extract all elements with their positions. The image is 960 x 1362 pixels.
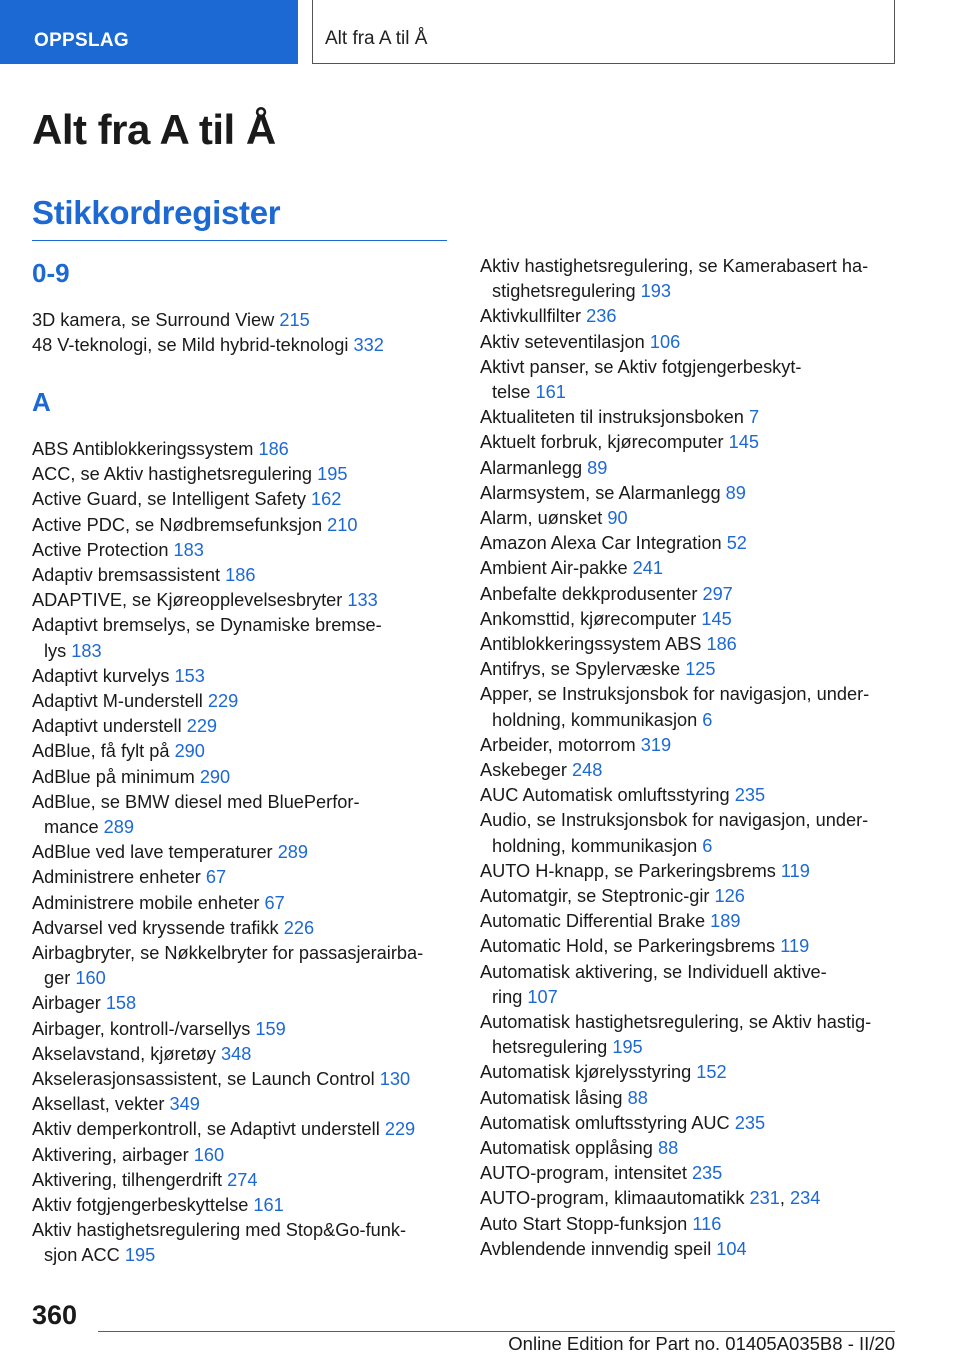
index-entry — [480, 934, 809, 959]
index-entry-text: Aktivkullfilter — [480, 306, 582, 327]
index-entry — [32, 487, 341, 512]
index-entry — [32, 538, 204, 563]
page-ref-link[interactable]: 152 — [696, 1062, 727, 1083]
index-entry — [480, 909, 741, 934]
index-entry — [32, 1042, 251, 1067]
index-entry — [480, 884, 745, 909]
index-entry-text: Automatisk aktivering, se Individuell aktive- — [480, 961, 827, 982]
page-ref-link[interactable]: 235 — [734, 1112, 766, 1133]
index-entry-continuation — [492, 279, 671, 304]
index-entry — [32, 664, 205, 689]
index-entry-text: holdning, kommunikasjon — [492, 709, 698, 730]
page-ref-link[interactable]: 234 — [790, 1188, 821, 1209]
index-entry-text: AdBlue, se BMW diesel med BluePerfor- — [32, 791, 360, 812]
index-entry-text: AUTO-program, klimaautomatikk — [480, 1188, 745, 1209]
page-ref-link[interactable]: 67 — [264, 892, 285, 913]
index-entry-continuation — [492, 380, 566, 405]
index-entry — [480, 1161, 722, 1186]
index-entry — [32, 991, 136, 1016]
index-entry — [480, 1010, 871, 1035]
index-letter-heading: 0-9 — [32, 258, 70, 288]
index-entry — [480, 808, 868, 833]
page-ref-link[interactable]: 153 — [174, 665, 205, 686]
index-entry — [32, 462, 347, 487]
index-entry-text: Automatisk opplåsing — [480, 1138, 653, 1158]
page-ref-link[interactable]: 88 — [657, 1138, 679, 1158]
page-ref-link[interactable]: 186 — [258, 439, 289, 459]
page-ref-link[interactable]: 145 — [701, 608, 732, 629]
index-entry — [32, 790, 360, 815]
page-ref-separator: , — [779, 1188, 785, 1209]
index-entry-text: Aktiv demperkontroll, se Adaptivt understell — [32, 1119, 380, 1140]
page-ref-link[interactable]: 195 — [612, 1037, 643, 1058]
index-entry — [32, 1218, 406, 1243]
page-ref-link[interactable]: 189 — [710, 911, 741, 932]
page-ref-link[interactable]: 274 — [227, 1169, 258, 1190]
index-entry-text: Ambient Air-pakke — [480, 558, 628, 579]
index-entry-text: lys — [44, 640, 67, 661]
index-entry-text: Adaptivt M-understell — [32, 691, 203, 711]
page-ref-link[interactable]: 229 — [384, 1119, 416, 1140]
index-entry — [32, 563, 255, 588]
index-entry-text: Active Guard, se Intelligent Safety — [32, 489, 306, 510]
index-entry — [480, 456, 607, 481]
page-ref-link[interactable]: 186 — [225, 565, 256, 585]
index-entry — [480, 1212, 721, 1237]
index-entry-text: Adaptivt bremselys, se Dynamiske bremse- — [32, 615, 382, 636]
page-ref-link[interactable]: 67 — [205, 867, 227, 888]
page-number: 360 — [32, 1300, 78, 1330]
index-entry-text: Automatic Differential Brake — [480, 911, 706, 932]
index-entry-text: 48 V-teknologi, se Mild hybrid-teknologi — [32, 335, 349, 356]
page-ref-link[interactable]: 348 — [221, 1043, 252, 1064]
index-entry — [480, 1136, 678, 1161]
page-ref-link[interactable]: 116 — [692, 1213, 722, 1234]
index-entry-text: holdning, kommunikasjon — [492, 835, 698, 856]
page-ref-link[interactable]: 289 — [103, 817, 135, 837]
page-ref-link[interactable]: 6 — [702, 835, 713, 856]
index-entry — [32, 1092, 200, 1117]
index-entry-text: Ankomsttid, kjørecomputer — [480, 608, 697, 629]
page-ref-link[interactable]: 231 — [749, 1188, 780, 1209]
index-entry-text: Adaptivt kurvelys — [32, 665, 170, 686]
page-ref-link[interactable]: 119 — [780, 936, 810, 957]
index-entry-text: Aksellast, vekter — [32, 1094, 165, 1115]
index-entry-text: Active Protection — [32, 539, 169, 560]
page-ref-link[interactable]: 235 — [691, 1163, 723, 1184]
index-entry-text: ADAPTIVE, se Kjøreopplevelsesbryter — [32, 590, 343, 611]
index-entry — [32, 1193, 284, 1218]
index-entry — [480, 682, 869, 707]
index-entry-continuation — [44, 815, 134, 840]
index-entry-text: ger — [44, 968, 71, 989]
index-entry-text: Audio, se Instruksjonsbok for navigasjon, under- — [480, 810, 869, 831]
page-ref-link[interactable]: 107 — [527, 986, 558, 1007]
page-ref-link[interactable]: 195 — [124, 1245, 156, 1266]
index-entry — [480, 1237, 747, 1262]
page-ref-link[interactable]: 133 — [347, 590, 378, 611]
index-entry — [32, 1117, 415, 1142]
page-ref-link[interactable]: 241 — [632, 558, 664, 579]
index-entry — [480, 758, 602, 783]
section-tab: OPPSLAG — [0, 0, 298, 64]
index-entry — [480, 506, 628, 531]
index-entry-text: Antiblokkeringssystem ABS — [480, 634, 702, 654]
index-entry-continuation — [492, 1035, 643, 1060]
index-entry — [32, 739, 205, 764]
page-ref-link[interactable]: 126 — [714, 886, 745, 906]
page-ref-link[interactable]: 119 — [780, 860, 810, 881]
index-entry — [480, 430, 759, 455]
index-entry-text: Avblendende innvendig speil — [480, 1238, 712, 1259]
page-ref-link[interactable]: 193 — [640, 281, 671, 302]
index-entry-text: Automatisk låsing — [480, 1087, 623, 1108]
page-ref-link[interactable]: 162 — [311, 489, 342, 510]
index-entry — [480, 1086, 648, 1111]
page-ref-link[interactable]: 125 — [685, 659, 716, 680]
index-entry-text: Administrere enheter — [32, 867, 201, 888]
subtitle-divider — [32, 240, 447, 241]
index-entry — [480, 733, 671, 758]
index-entry — [32, 437, 289, 462]
index-entry-continuation — [492, 708, 712, 733]
index-entry — [480, 304, 616, 329]
index-entry-text: sjon ACC — [44, 1245, 120, 1266]
index-entry-text: Airbager — [32, 993, 101, 1014]
section-subtitle: Stikkordregister — [32, 194, 281, 231]
index-entry-text: Automatisk kjørelysstyring — [480, 1062, 692, 1083]
page-ref-link[interactable]: 248 — [572, 760, 603, 780]
index-entry-text: Automatisk omluftsstyring AUC — [480, 1112, 730, 1133]
index-entry-text: AdBlue, få fylt på — [32, 741, 170, 762]
index-entry-text: AUC Automatisk omluftsstyring — [480, 785, 730, 806]
index-entry-text: ring — [492, 986, 523, 1007]
index-entry — [32, 765, 230, 790]
index-entry-text: Alarm, uønsket — [480, 508, 603, 528]
index-entry-text: AUTO H-knapp, se Parkeringsbrems — [480, 860, 776, 881]
index-entry — [480, 1111, 765, 1136]
index-entry — [32, 1067, 410, 1092]
index-entry — [32, 613, 382, 638]
index-entry-text: Arbeider, motorrom — [480, 734, 636, 755]
index-entry-text: Advarsel ved kryssende trafikk — [32, 917, 279, 938]
page-ref-link[interactable]: 290 — [174, 741, 205, 762]
index-entry — [480, 254, 868, 279]
page-ref-link[interactable]: 145 — [728, 432, 760, 453]
page-ref-link[interactable]: 186 — [706, 634, 737, 654]
index-entry-text: Adaptivt understell — [32, 716, 182, 737]
page-ref-link[interactable]: 195 — [317, 464, 348, 485]
page-ref-link[interactable]: 158 — [105, 993, 137, 1014]
index-entry-text: Alarmsystem, se Alarmanlegg — [480, 482, 721, 503]
index-entry-text: Aktivt panser, se Aktiv fotgjengerbeskyt- — [480, 356, 802, 377]
index-entry-text: ACC, se Aktiv hastighetsregulering — [32, 464, 313, 485]
index-entry-text: Akselavstand, kjøretøy — [32, 1043, 216, 1064]
page-ref-link[interactable]: 7 — [748, 407, 760, 428]
index-entry-text: ABS Antiblokkeringssystem — [32, 439, 254, 459]
index-entry-text: Active PDC, se Nødbremsefunksjon — [32, 514, 323, 535]
page-ref-link[interactable]: 160 — [75, 968, 106, 989]
index-entry-text: AdBlue på minimum — [32, 766, 195, 787]
index-entry — [480, 481, 746, 506]
index-entry-text: Administrere mobile enheter — [32, 892, 260, 913]
index-entry-text: Aktiv hastighetsregulering, se Kamerabasert ha- — [480, 256, 869, 276]
index-entry — [480, 556, 663, 581]
page-ref-link[interactable]: 52 — [726, 533, 747, 554]
index-entry-text: Aktuelt forbruk, kjørecomputer — [480, 432, 724, 453]
index-entry — [480, 960, 827, 985]
index-entry-text: Airbagbryter, se Nøkkelbryter for passasjerairba- — [32, 943, 424, 963]
index-entry-text: Alarmanlegg — [480, 457, 583, 478]
page-title: Alt fra A til Å — [32, 106, 276, 153]
index-entry — [480, 783, 765, 808]
index-entry-text: Adaptiv bremsassistent — [32, 565, 221, 585]
index-letter-heading: A — [32, 387, 51, 417]
index-entry — [32, 333, 384, 358]
index-entry-text: AUTO-program, intensitet — [480, 1163, 687, 1184]
index-entry — [32, 308, 310, 333]
index-entry-text: Aktiv fotgjengerbeskyttelse — [32, 1195, 249, 1215]
index-entry-text: Automatisk hastighetsregulering, se Aktiv hastig- — [480, 1012, 872, 1032]
index-entry-text: Amazon Alexa Car Integration — [480, 533, 722, 554]
page-ref-link[interactable]: 210 — [327, 514, 358, 535]
index-entry — [480, 405, 759, 430]
index-entry-text: Akselerasjonsassistent, se Launch Control — [32, 1069, 375, 1089]
footer-divider — [98, 1331, 895, 1332]
index-entry-text: Aktiv hastighetsregulering med Stop&Go-funk- — [32, 1220, 407, 1241]
index-entry-text: telse — [492, 382, 531, 402]
index-entry — [32, 891, 285, 916]
index-entry — [480, 859, 810, 884]
page-ref-link[interactable]: 183 — [173, 539, 204, 560]
page-ref-link[interactable]: 290 — [199, 766, 231, 787]
index-entry-text: Airbager, kontroll-/varsellys — [32, 1018, 251, 1039]
index-entry — [480, 582, 733, 607]
index-entry — [32, 840, 308, 865]
index-entry-continuation — [44, 966, 106, 991]
index-entry-text: Automatic Hold, se Parkeringsbrems — [480, 936, 776, 957]
index-entry — [480, 632, 737, 657]
page-ref-link[interactable]: 236 — [586, 306, 617, 327]
index-entry-text: mance — [44, 817, 99, 837]
index-entry — [32, 689, 238, 714]
page-ref-link[interactable]: 289 — [277, 842, 309, 863]
page-ref-link[interactable]: 332 — [353, 335, 384, 356]
index-entry-text: Apper, se Instruksjonsbok for navigasjon, under- — [480, 684, 870, 705]
index-entry — [32, 941, 423, 966]
index-entry-text: Aktivering, tilhengerdrift — [32, 1169, 223, 1190]
index-entry — [480, 330, 680, 355]
chapter-header: Alt fra A til Å — [312, 0, 895, 64]
page-ref-link[interactable]: 229 — [186, 716, 218, 737]
index-entry — [32, 513, 358, 538]
index-entry — [32, 714, 217, 739]
page-ref-link[interactable]: 229 — [207, 691, 239, 711]
page-ref-link[interactable]: 6 — [702, 709, 713, 730]
page-ref-link[interactable]: 88 — [627, 1087, 648, 1108]
footer-edition: Online Edition for Part no. 01405A035B8 - II/20 — [508, 1333, 895, 1354]
index-entry-text: Antifrys, se Spylervæske — [480, 659, 681, 680]
index-entry — [480, 355, 801, 380]
index-entry-continuation — [44, 639, 102, 664]
index-entry — [32, 1168, 257, 1193]
page-ref-link[interactable]: 106 — [649, 331, 681, 352]
index-entry — [480, 531, 747, 556]
page-ref-link[interactable]: 297 — [702, 583, 733, 604]
index-entry — [32, 588, 378, 613]
page-ref-link[interactable]: 349 — [169, 1094, 200, 1115]
index-entry — [480, 1060, 727, 1085]
index-entry — [32, 865, 226, 890]
page-ref-link[interactable]: 235 — [734, 785, 766, 806]
page-ref-link[interactable]: 215 — [279, 310, 310, 330]
index-entry-continuation — [492, 985, 558, 1010]
index-entry-text: Aktiv seteventilasjon — [480, 331, 645, 352]
index-entry-text: Aktualiteten til instruksjonsboken — [480, 407, 744, 428]
page-ref-link[interactable]: 90 — [607, 508, 628, 528]
index-entry-text: Aktivering, airbager — [32, 1144, 189, 1165]
index-entry-text: stighetsregulering — [492, 281, 636, 302]
index-entry — [480, 1186, 820, 1211]
index-entry-text: 3D kamera, se Surround View — [32, 310, 275, 330]
page-ref-link[interactable]: 319 — [640, 734, 672, 755]
page-ref-link[interactable]: 161 — [535, 382, 566, 402]
index-entry-text: Askebeger — [480, 760, 567, 780]
index-entry — [480, 657, 716, 682]
index-entry-text: Automatgir, se Steptronic-gir — [480, 886, 710, 906]
page-ref-link[interactable]: 160 — [193, 1144, 225, 1165]
page-ref-link[interactable]: 183 — [71, 640, 102, 661]
page-ref-link[interactable]: 89 — [725, 482, 746, 503]
index-entry — [32, 916, 314, 941]
index-entry-continuation — [492, 834, 712, 859]
page-ref-link[interactable]: 161 — [253, 1195, 284, 1215]
index-entry-text: hetsregulering — [492, 1037, 608, 1058]
page-ref-link[interactable]: 159 — [255, 1018, 286, 1039]
index-entry — [32, 1017, 286, 1042]
index-entry-text: Anbefalte dekkprodusenter — [480, 583, 698, 604]
index-entry — [32, 1143, 224, 1168]
page-ref-link[interactable]: 89 — [587, 457, 608, 478]
index-entry-text: Auto Start Stopp-funksjon — [480, 1213, 688, 1234]
index-entry-continuation — [44, 1243, 155, 1268]
index-entry — [480, 607, 732, 632]
page-ref-link[interactable]: 226 — [283, 917, 315, 938]
index-entry-text: AdBlue ved lave temperaturer — [32, 842, 273, 863]
page-ref-link[interactable]: 130 — [379, 1069, 411, 1089]
page-ref-link[interactable]: 104 — [716, 1238, 747, 1259]
